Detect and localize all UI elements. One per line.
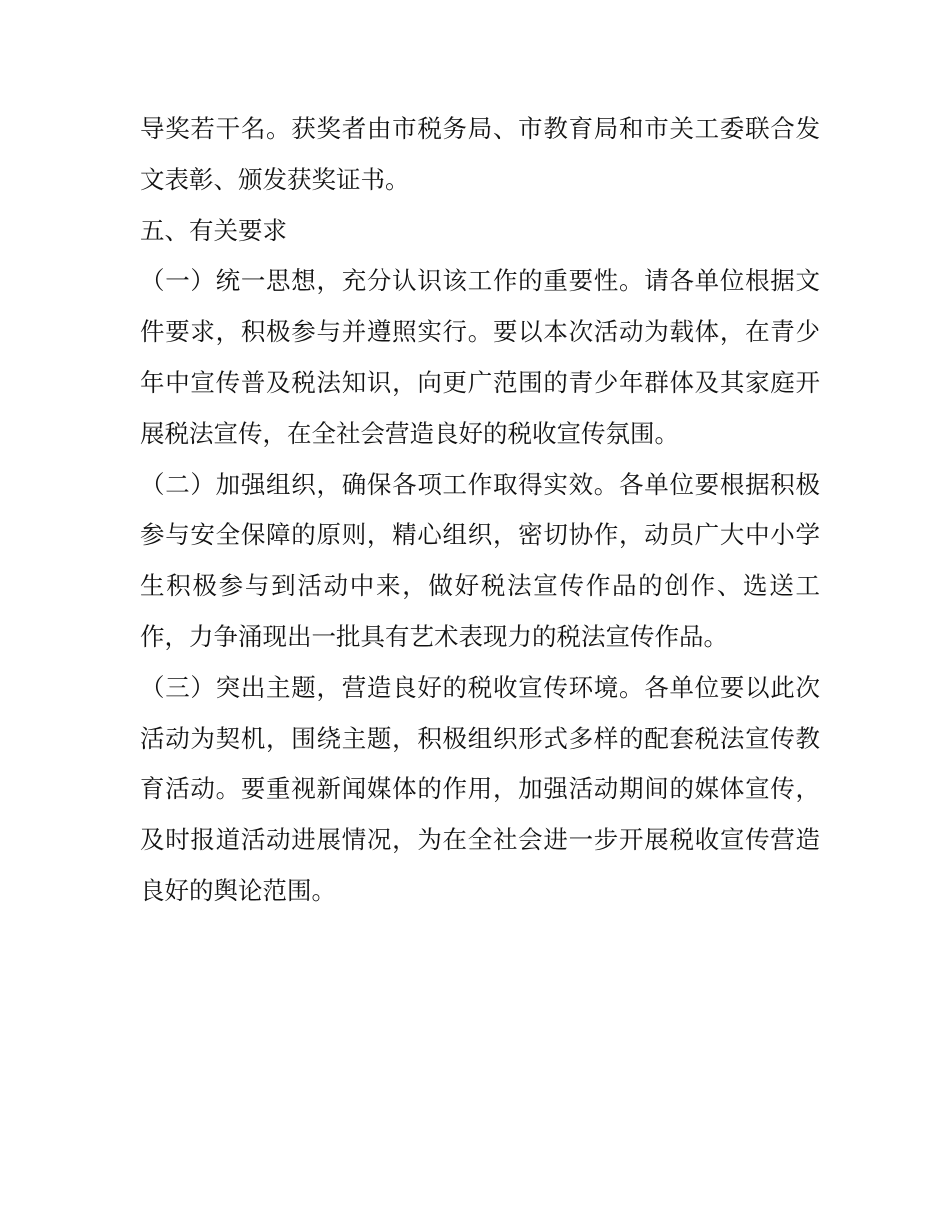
text-line: 参与安全保障的原则，精心组织，密切协作，动员广大中小学 [140, 520, 820, 550]
text-line: 活动为契机，围绕主题，积极组织形式多样的配套税法宣传教 [140, 723, 820, 753]
text-line: 育活动。要重视新闻媒体的作用，加强活动期间的媒体宣传， [140, 774, 820, 804]
text-line: 展税法宣传，在全社会营造良好的税收宣传氛围。 [140, 418, 679, 448]
text-line: 件要求，积极参与并遵照实行。要以本次活动为载体，在青少 [140, 317, 820, 347]
document-body [140, 104, 820, 917]
text-line: 及时报道活动进展情况，为在全社会进一步开展税收宣传营造 [140, 825, 820, 855]
text-line: （一）统一思想，充分认识该工作的重要性。请各单位根据文 [140, 266, 820, 296]
text-line: 年中宣传普及税法知识，向更广范围的青少年群体及其家庭开 [140, 367, 820, 397]
text-line: 生积极参与到活动中来，做好税法宣传作品的创作、选送工 [140, 571, 820, 601]
text-line: 导奖若干名。获奖者由市税务局、市教育局和市关工委联合发 [140, 114, 820, 143]
text-line: （二）加强组织，确保各项工作取得实效。各单位要根据积极 [140, 469, 820, 499]
text-line: 作，力争涌现出一批具有艺术表现力的税法宣传作品。 [140, 621, 728, 651]
section-heading: 五、有关要求 [140, 215, 287, 245]
text-line: （三）突出主题，营造良好的税收宣传环境。各单位要以此次 [140, 672, 820, 702]
text-line: 良好的舆论范围。 [140, 875, 336, 905]
text-line: 文表彰、颁发获奖证书。 [140, 164, 410, 194]
